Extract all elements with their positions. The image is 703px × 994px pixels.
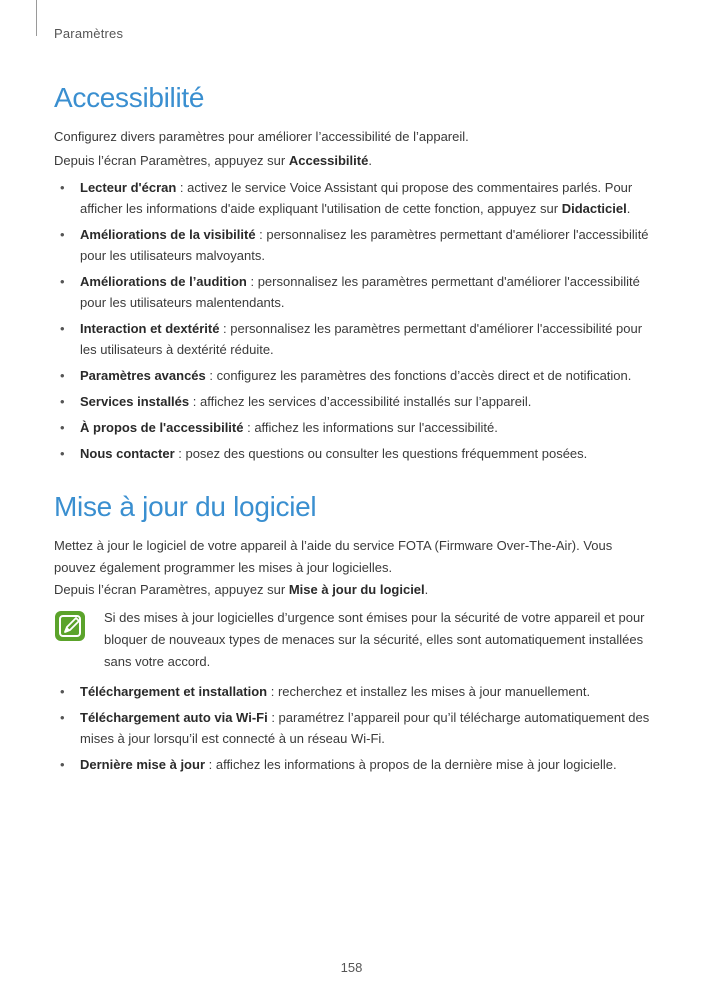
option-term: Améliorations de l’audition: [80, 274, 247, 289]
path-suffix: .: [368, 153, 372, 168]
bullet: •: [60, 180, 65, 195]
header-rule: [36, 0, 37, 36]
option-term: Didacticiel: [561, 201, 627, 216]
list-item: [54, 224, 654, 266]
path-target: Accessibilité: [288, 153, 369, 168]
bullet: •: [60, 684, 65, 699]
option-description: : affichez les informations à propos de la dernière mise à jour logicielle.: [205, 757, 617, 772]
bullet: •: [60, 757, 65, 772]
section-intro: Mettez à jour le logiciel de votre appareil à l’aide du service FOTA (Firmware Over-The-Air). Vous pouvez également programmer les mises à jour logicielles.: [54, 538, 613, 575]
list-item: [54, 754, 654, 775]
note-pencil-icon: [54, 610, 86, 642]
list-item: [54, 318, 654, 360]
bullet: •: [60, 446, 65, 461]
path-suffix: .: [424, 582, 429, 597]
option-term: Services installés: [80, 394, 190, 409]
path-prefix: Depuis l’écran Paramètres, appuyez sur: [54, 153, 289, 168]
bullet: •: [60, 274, 65, 289]
bullet: •: [60, 368, 65, 383]
option-term: Téléchargement et installation: [80, 684, 268, 699]
bullet: •: [60, 394, 65, 409]
bullet: •: [60, 710, 65, 725]
option-description: : affichez les informations sur l'accessibilité.: [243, 420, 498, 435]
bullet: •: [60, 227, 65, 242]
accessibility-options-list: [54, 177, 654, 469]
list-item: [54, 417, 654, 438]
option-description: : personnalisez les paramètres permettant d'améliorer l'accessibilité pour les utilisateurs malvoyants.: [80, 227, 649, 263]
option-term: Améliorations de la visibilité: [80, 227, 256, 242]
software-update-options-list: [54, 681, 654, 780]
option-description: : personnalisez les paramètres permettant d'améliorer l'accessibilité pour les utilisateurs à dextérité réduite.: [80, 321, 643, 357]
option-description: : personnalisez les paramètres permettant d'améliorer l'accessibilité pour les utilisateurs malentendants.: [80, 274, 640, 310]
option-term: Téléchargement auto via Wi-Fi: [80, 710, 268, 725]
settings-path: [54, 579, 654, 601]
path-prefix: Depuis l’écran Paramètres, appuyez sur: [54, 582, 289, 597]
section-title-mise-a-jour: Mise à jour du logiciel: [54, 491, 317, 522]
option-description: : paramétrez l’appareil pour qu’il télécharge automatiquement des mises à jour lorsqu’il est connecté à un réseau Wi-Fi.: [80, 710, 650, 746]
bullet: •: [60, 420, 65, 435]
list-item: [54, 707, 654, 749]
settings-path: [54, 150, 654, 172]
option-term: À propos de l'accessibilité: [80, 420, 244, 435]
option-term: Nous contacter: [80, 446, 175, 461]
section-intro: Configurez divers paramètres pour améliorer l’accessibilité de l’appareil.: [54, 129, 469, 144]
list-item: [54, 443, 654, 464]
option-description: .: [626, 201, 631, 216]
note-text: Si des mises à jour logicielles d’urgence sont émises pour la sécurité de votre appareil et pour bloquer de nouveaux types de menaces sur la sécurité, elles sont automatiquement installées sans votre accord.: [104, 610, 645, 669]
option-description: : activez le service Voice Assistant qui propose des commentaires parlés. Pour afficher les informations d'aide expliquant l'utilisation de cette fonction, appuyez sur: [80, 180, 633, 216]
option-description: : configurez les paramètres des fonctions d’accès direct et de notification.: [205, 368, 632, 383]
path-target: Mise à jour du logiciel: [288, 582, 425, 597]
list-item: [54, 271, 654, 313]
option-term: Interaction et dextérité: [80, 321, 220, 336]
bullet: •: [60, 321, 65, 336]
option-term: Dernière mise à jour: [80, 757, 205, 772]
list-item: [54, 681, 654, 702]
list-item: [54, 391, 654, 412]
running-header: Paramètres: [54, 26, 124, 41]
list-item: [54, 177, 654, 219]
section-title-accessibilite: Accessibilité: [54, 82, 205, 113]
page-number: 158: [340, 960, 363, 975]
list-item: [54, 365, 654, 386]
option-term: Lecteur d'écran: [80, 180, 177, 195]
option-description: : recherchez et installez les mises à jour manuellement.: [267, 684, 591, 699]
option-term: Paramètres avancés: [80, 368, 206, 383]
option-description: : affichez les services d’accessibilité installés sur l’appareil.: [189, 394, 532, 409]
option-description: : posez des questions ou consulter les questions fréquemment posées.: [174, 446, 588, 461]
